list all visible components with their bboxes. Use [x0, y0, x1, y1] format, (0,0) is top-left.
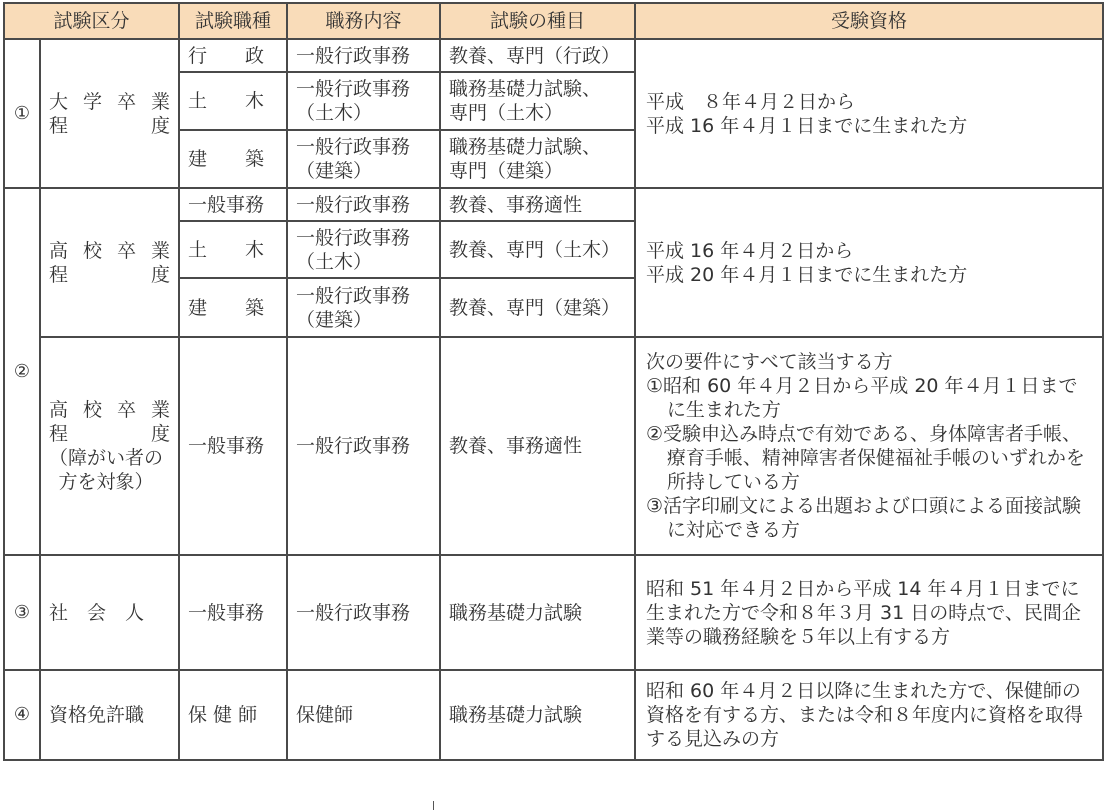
category-cell — [40, 337, 179, 555]
shumoku-cell: 職務基礎力試験、 専門（建築） — [440, 130, 635, 188]
shumoku-cell: 職務基礎力試験 — [440, 555, 635, 670]
header-kubun: 試験区分 — [4, 3, 179, 39]
header-shokushu: 試験職種 — [179, 3, 287, 39]
exam-category-table — [3, 2, 1104, 761]
category-cell: 社 会 人 — [40, 555, 179, 670]
table-row — [4, 188, 1103, 221]
shokushu-cell: 土 木 — [179, 221, 287, 278]
group-number: ② — [4, 188, 40, 555]
qualification-cell: 平成 ８年４月２日から 平成 16 年４月１日までに生まれた方 — [635, 39, 1103, 188]
shumoku-cell: 教養、事務適性 — [440, 337, 635, 555]
group-number: ③ — [4, 555, 40, 670]
qualification-cell: 昭和 51 年４月２日から平成 14 年４月１日までに生まれた方で令和８年３月 31 日の時点で、民間企業等の職務経験を５年以上有する方 — [635, 555, 1103, 670]
category-cell — [40, 39, 179, 188]
shokushu-cell: 一般事務 — [179, 188, 287, 221]
shokushu-cell: 行 政 — [179, 39, 287, 72]
shumoku-cell: 教養、専門（行政） — [440, 39, 635, 72]
category-cell — [40, 188, 179, 337]
qualification-cell: 平成 16 年４月２日から 平成 20 年４月１日までに生まれた方 — [635, 188, 1103, 337]
category-line: 程 度 — [49, 114, 171, 137]
shokushu-cell: 保 健 師 — [179, 670, 287, 760]
shokushu-cell: 土 木 — [179, 72, 287, 130]
shokushu-cell: 建 築 — [179, 278, 287, 337]
shumoku-cell: 教養、専門（建築） — [440, 278, 635, 337]
shokushu-cell: 建 築 — [179, 130, 287, 188]
naiyo-cell: 一般行政事務 （建築） — [287, 278, 440, 337]
header-naiyo: 職務内容 — [287, 3, 440, 39]
shumoku-cell: 教養、専門（土木） — [440, 221, 635, 278]
qualification-item: ①昭和 60 年４月２日から平成 20 年４月１日までに生まれた方 — [646, 375, 1078, 421]
category-cell: 資格免許職 — [40, 670, 179, 760]
shokushu-cell: 一般事務 — [179, 555, 287, 670]
qualification-item: ②受験申込み時点で有効である、身体障害者手帳、療育手帳、精神障害者保健福祉手帳のいずれかを所持している方 — [646, 423, 1085, 493]
naiyo-cell: 一般行政事務 （土木） — [287, 221, 440, 278]
group-number: ① — [4, 39, 40, 188]
group-number: ④ — [4, 670, 40, 760]
category-line: （障がい者の — [49, 447, 164, 469]
shokushu-cell: 一般事務 — [179, 337, 287, 555]
table-row — [4, 555, 1103, 670]
table-row — [4, 337, 1103, 555]
header-shikaku: 受験資格 — [635, 3, 1103, 39]
qualification-item: ③活字印刷文による出題および口頭による面接試験に対応できる方 — [646, 495, 1082, 541]
category-line: 高校卒業 — [49, 239, 171, 262]
category-line: 程 度 — [49, 423, 171, 445]
naiyo-cell: 保健師 — [287, 670, 440, 760]
shumoku-cell: 職務基礎力試験 — [440, 670, 635, 760]
qualification-intro: 次の要件にすべて該当する方 — [646, 351, 893, 373]
naiyo-cell: 一般行政事務 — [287, 337, 440, 555]
naiyo-cell: 一般行政事務 — [287, 39, 440, 72]
category-line: 大学卒業 — [49, 90, 171, 113]
header-shumoku: 試験の種目 — [440, 3, 635, 39]
table-row — [4, 39, 1103, 72]
category-line: 程 度 — [49, 263, 171, 286]
naiyo-cell: 一般行政事務 — [287, 188, 440, 221]
divider — [433, 801, 434, 810]
shumoku-cell: 職務基礎力試験、 専門（土木） — [440, 72, 635, 130]
qualification-cell — [635, 337, 1103, 555]
qualification-cell: 昭和 60 年４月２日以降に生まれた方で、保健師の資格を有する方、または令和８年度内に資格を取得する見込みの方 — [635, 670, 1103, 760]
naiyo-cell: 一般行政事務 （建築） — [287, 130, 440, 188]
header-row — [4, 3, 1103, 39]
table-row — [4, 670, 1103, 760]
shumoku-cell: 教養、事務適性 — [440, 188, 635, 221]
naiyo-cell: 一般行政事務 — [287, 555, 440, 670]
category-line: 高校卒業 — [49, 399, 171, 421]
category-line: 方を対象） — [58, 471, 154, 493]
naiyo-cell: 一般行政事務 （土木） — [287, 72, 440, 130]
